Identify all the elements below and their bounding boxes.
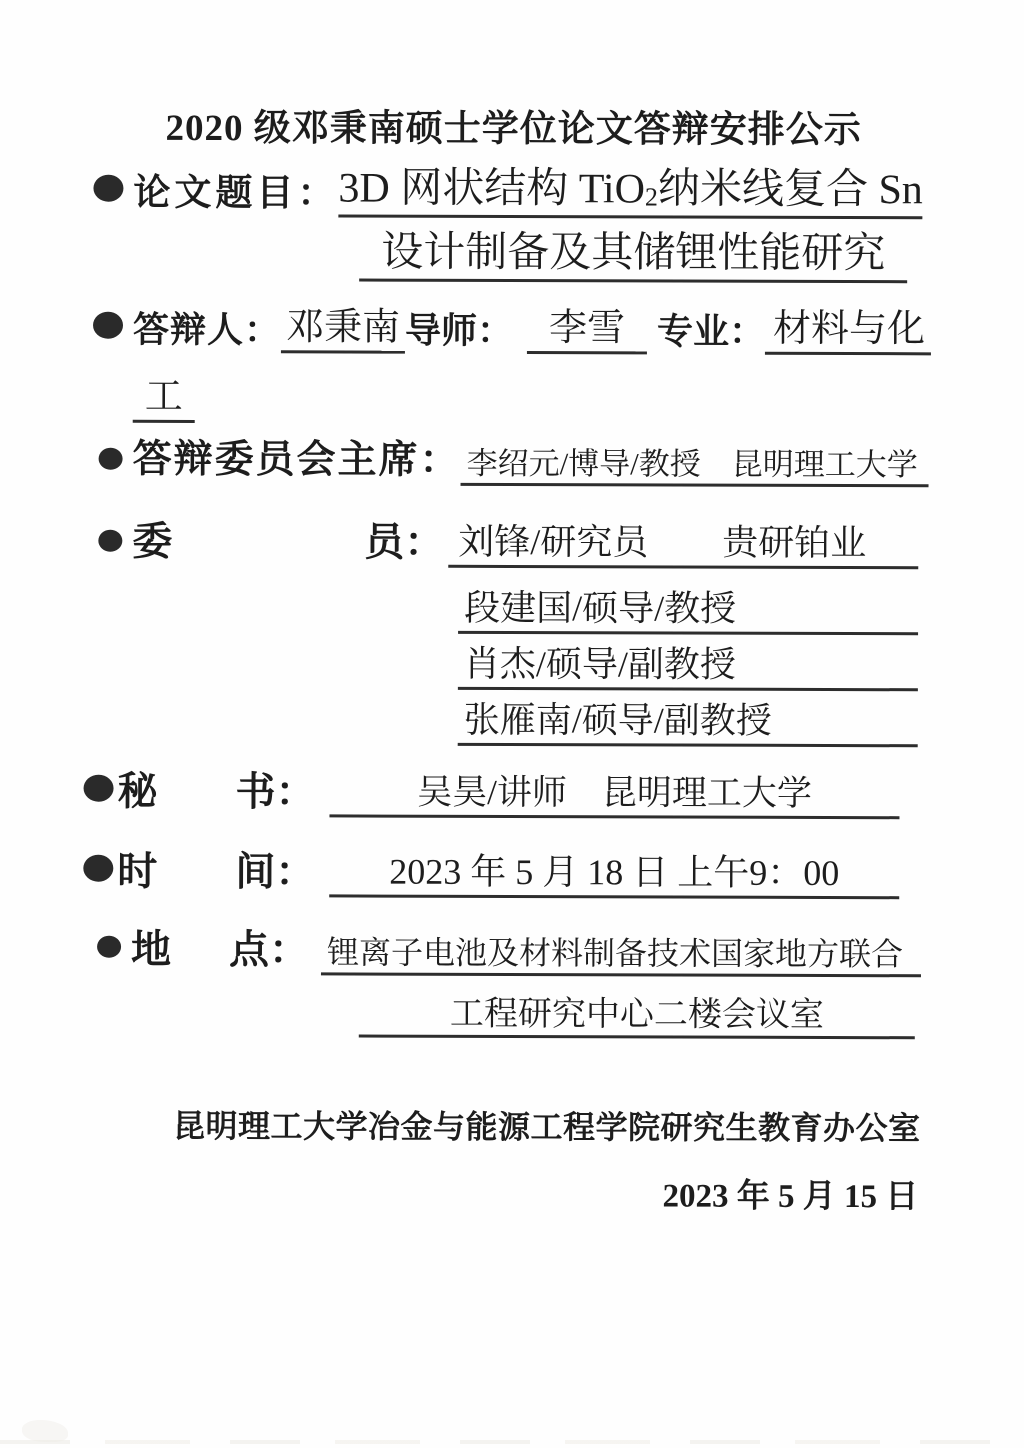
secretary-label <box>117 760 315 818</box>
chair-label: 答辩委员会主席： <box>132 438 461 483</box>
committee-member-1-org: 贵研铂业 <box>722 522 867 564</box>
chair-value: 李绍元/博导/教授 昆明理工大学 <box>461 445 929 487</box>
thesis-title-row-2 <box>359 226 907 284</box>
committee-member-1-name: 刘锋/研究员 <box>458 521 649 563</box>
committee-member-row <box>458 640 918 691</box>
place-value-line1: 锂离子电池及材料制备技术国家地方联合 <box>321 933 921 977</box>
committee-member-row <box>458 696 918 747</box>
committee-member-1 <box>448 521 918 569</box>
scan-artifact-strip <box>0 1440 1024 1444</box>
major-value-line2: 工 <box>133 373 195 423</box>
place-row-2 <box>359 986 915 1040</box>
thesis-title-line1 <box>338 163 923 219</box>
major-row-2 <box>133 367 195 423</box>
bullet-icon <box>84 774 114 801</box>
thesis-title-subscript: 2 <box>644 182 659 212</box>
committee-member-2: 段建国/硕导/教授 <box>458 587 918 635</box>
supervisor-label: 导师： <box>404 310 514 352</box>
place-label <box>131 918 309 976</box>
footer-org-text: 昆明理工大学冶金与能源工程学院研究生教育办公室 <box>172 1107 921 1147</box>
secretary-value: 吴昊/讲师 昆明理工大学 <box>329 772 899 819</box>
thesis-title-line2: 设计制备及其储锂性能研究 <box>359 227 907 283</box>
committee-member-4: 张雁南/硕导/副教授 <box>458 699 918 747</box>
committee-label <box>132 510 444 568</box>
place-label-first: 地 <box>130 926 172 972</box>
major-label: 专业： <box>656 311 766 352</box>
footer-date <box>662 1170 918 1217</box>
time-row <box>83 839 899 900</box>
secretary-label-first: 秘 <box>117 768 158 814</box>
place-label-second: 点： <box>228 927 310 973</box>
bullet-icon <box>93 174 123 201</box>
committee-label-second: 员： <box>364 519 445 565</box>
bullet-icon <box>99 448 123 470</box>
secretary-label-second: 书： <box>235 769 316 815</box>
bullet-icon <box>97 936 121 958</box>
bullet-icon <box>98 530 122 552</box>
place-row <box>97 919 921 978</box>
time-label <box>117 840 315 898</box>
committee-member-row <box>458 584 918 635</box>
committee-member-3: 肖杰/硕导/副教授 <box>458 643 918 691</box>
thesis-title-line1-pre: 3D 网状结构 TiO <box>338 165 646 213</box>
time-label-second: 间： <box>235 849 316 895</box>
chair-row <box>99 433 929 488</box>
defender-label: 答辩人： <box>132 309 282 351</box>
supervisor-name: 李雪 <box>527 305 647 355</box>
defender-name: 邓秉南 <box>281 304 405 354</box>
time-value: 2023 年 5 月 18 日 上午9：00 <box>329 851 899 900</box>
bullet-icon <box>93 311 123 338</box>
thesis-title-row <box>93 159 923 220</box>
bullet-icon <box>83 854 113 881</box>
major-value-line1: 材料与化 <box>765 305 931 355</box>
footer-date-text: 2023 年 5 月 15 日 <box>662 1178 919 1216</box>
place-value-line2: 工程研究中心二楼会议室 <box>359 993 915 1039</box>
committee-row <box>98 515 918 570</box>
thesis-title-label: 论文题目： <box>133 172 339 215</box>
time-label-first: 时 <box>117 848 158 894</box>
defender-row <box>93 297 931 356</box>
secretary-row <box>83 759 899 820</box>
footer-org <box>173 1101 921 1149</box>
committee-label-first: 委 <box>132 518 173 564</box>
thesis-title-line1-post: 纳米线复合 Sn <box>657 166 923 214</box>
page-title: 2020 级邓秉南硕士学位论文答辩安排公示 <box>165 107 862 152</box>
